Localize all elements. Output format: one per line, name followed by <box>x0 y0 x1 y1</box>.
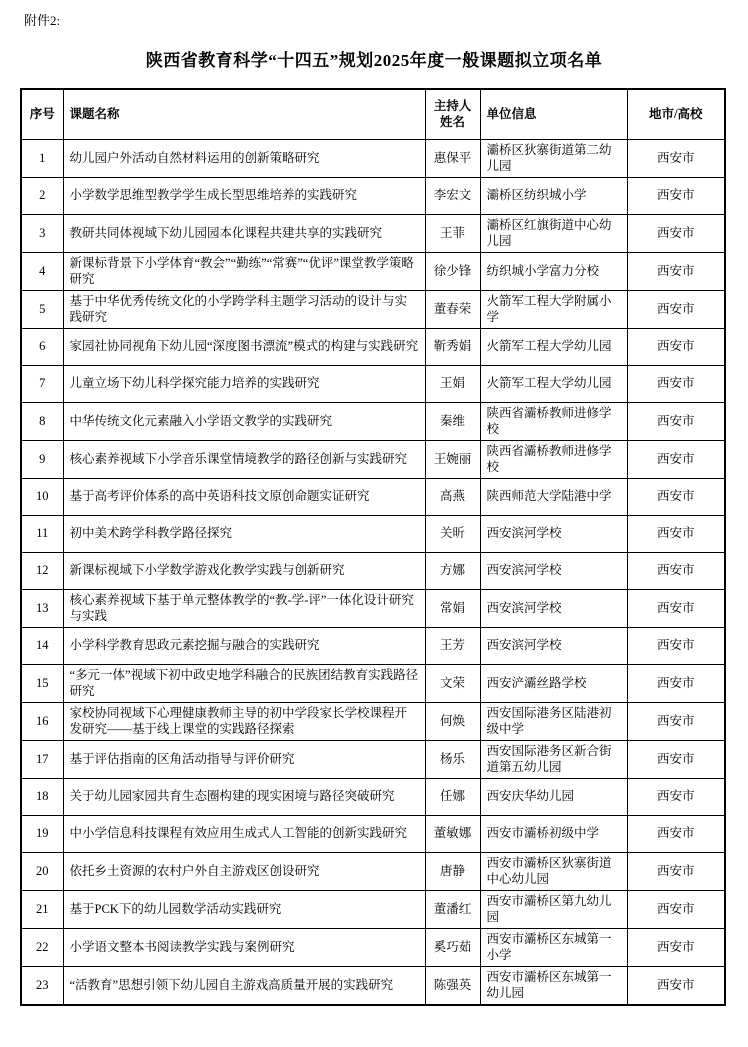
host-name-cell: 陈强英 <box>425 966 480 1005</box>
header-cell-host <box>425 89 480 139</box>
city-cell: 西安市 <box>627 402 725 440</box>
topic-name-cell: 家校协同视域下心理健康教师主导的初中学段家长学校课程开发研究——基于线上课堂的实践路径探索 <box>63 702 425 740</box>
row-number-cell: 5 <box>21 290 63 328</box>
table-row <box>21 664 725 702</box>
unit-info-cell: 西安滨河学校 <box>480 515 627 552</box>
unit-info-cell: 纺织城小学富力分校 <box>480 252 627 290</box>
row-number-cell: 8 <box>21 402 63 440</box>
row-number-cell: 1 <box>21 139 63 177</box>
table-row <box>21 552 725 589</box>
unit-info-cell: 西安市灞桥区东城第一小学 <box>480 928 627 966</box>
city-cell: 西安市 <box>627 852 725 890</box>
unit-info-cell: 陕西省灞桥教师进修学校 <box>480 402 627 440</box>
topic-name-cell: 初中美术跨学科教学路径探究 <box>63 515 425 552</box>
unit-info-cell: 陕西师范大学陆港中学 <box>480 478 627 515</box>
table-row <box>21 928 725 966</box>
unit-info-cell: 西安滨河学校 <box>480 552 627 589</box>
row-number-cell: 3 <box>21 214 63 252</box>
row-number-cell: 16 <box>21 702 63 740</box>
host-name-cell: 高燕 <box>425 478 480 515</box>
city-cell: 西安市 <box>627 664 725 702</box>
host-name-cell: 惠保平 <box>425 139 480 177</box>
city-cell: 西安市 <box>627 440 725 478</box>
header-cell-topic: 课题名称 <box>63 89 425 139</box>
city-cell: 西安市 <box>627 928 725 966</box>
table-row <box>21 702 725 740</box>
header-host-line1: 主持人 <box>433 98 472 113</box>
row-number-cell: 9 <box>21 440 63 478</box>
topic-name-cell: 中小学信息科技课程有效应用生成式人工智能的创新实践研究 <box>63 815 425 852</box>
city-cell: 西安市 <box>627 815 725 852</box>
attachment-label: 附件2: <box>24 13 61 28</box>
topic-name-cell: 儿童立场下幼儿科学探究能力培养的实践研究 <box>63 365 425 402</box>
host-name-cell: 徐少锋 <box>425 252 480 290</box>
city-cell: 西安市 <box>627 552 725 589</box>
table-row <box>21 778 725 815</box>
city-cell: 西安市 <box>627 177 725 214</box>
unit-info-cell: 西安庆华幼儿园 <box>480 778 627 815</box>
row-number-cell: 18 <box>21 778 63 815</box>
header-cell-city: 地市/高校 <box>627 89 725 139</box>
host-name-cell: 方娜 <box>425 552 480 589</box>
row-number-cell: 11 <box>21 515 63 552</box>
row-number-cell: 22 <box>21 928 63 966</box>
table-row <box>21 177 725 214</box>
unit-info-cell: 西安国际港务区新合街道第五幼儿园 <box>480 740 627 778</box>
host-name-cell: 靳秀娟 <box>425 328 480 365</box>
table-row <box>21 852 725 890</box>
unit-info-cell: 西安市灞桥区狄寨街道中心幼儿园 <box>480 852 627 890</box>
unit-info-cell: 灞桥区红旗街道中心幼儿园 <box>480 214 627 252</box>
row-number-cell: 4 <box>21 252 63 290</box>
header-host-line2: 姓名 <box>439 115 465 130</box>
table-row <box>21 252 725 290</box>
city-cell: 西安市 <box>627 290 725 328</box>
host-name-cell: 任娜 <box>425 778 480 815</box>
table-row <box>21 515 725 552</box>
table-row <box>21 440 725 478</box>
topic-name-cell: 基于高考评价体系的高中英语科技文原创命题实证研究 <box>63 478 425 515</box>
topic-name-cell: 关于幼儿园家园共育生态圈构建的现实困境与路径突破研究 <box>63 778 425 815</box>
host-name-cell: 秦维 <box>425 402 480 440</box>
host-name-cell: 董敏娜 <box>425 815 480 852</box>
unit-info-cell: 火箭军工程大学幼儿园 <box>480 328 627 365</box>
header-cell-unit: 单位信息 <box>480 89 627 139</box>
table-row <box>21 478 725 515</box>
host-name-cell: 唐静 <box>425 852 480 890</box>
unit-info-cell: 西安浐灞丝路学校 <box>480 664 627 702</box>
header-row <box>21 89 725 139</box>
unit-info-cell: 西安市灞桥区第九幼儿园 <box>480 890 627 928</box>
table-row <box>21 890 725 928</box>
unit-info-cell: 西安国际港务区陆港初级中学 <box>480 702 627 740</box>
table-body <box>21 139 725 1005</box>
table-row <box>21 627 725 664</box>
page-title: 陕西省教育科学“十四五”规划2025年度一般课题拟立项名单 <box>145 51 603 70</box>
topic-name-cell: 幼儿园户外活动自然材料运用的创新策略研究 <box>63 139 425 177</box>
host-name-cell: 文荣 <box>425 664 480 702</box>
topic-name-cell: 基于PCK下的幼儿园数学活动实践研究 <box>63 890 425 928</box>
host-name-cell: 李宏文 <box>425 177 480 214</box>
city-cell: 西安市 <box>627 252 725 290</box>
host-name-cell: 王芳 <box>425 627 480 664</box>
topic-name-cell: 基于中华优秀传统文化的小学跨学科主题学习活动的设计与实践研究 <box>63 290 425 328</box>
host-name-cell: 常娟 <box>425 589 480 627</box>
city-cell: 西安市 <box>627 778 725 815</box>
table-row <box>21 815 725 852</box>
row-number-cell: 15 <box>21 664 63 702</box>
topic-name-cell: 小学科学教育思政元素挖掘与融合的实践研究 <box>63 627 425 664</box>
row-number-cell: 6 <box>21 328 63 365</box>
host-name-cell: 王婉丽 <box>425 440 480 478</box>
city-cell: 西安市 <box>627 589 725 627</box>
row-number-cell: 2 <box>21 177 63 214</box>
row-number-cell: 17 <box>21 740 63 778</box>
city-cell: 西安市 <box>627 328 725 365</box>
topic-name-cell: 基于评估指南的区角活动指导与评价研究 <box>63 740 425 778</box>
row-number-cell: 13 <box>21 589 63 627</box>
city-cell: 西安市 <box>627 515 725 552</box>
city-cell: 西安市 <box>627 365 725 402</box>
row-number-cell: 14 <box>21 627 63 664</box>
topic-name-cell: 小学语文整本书阅读教学实践与案例研究 <box>63 928 425 966</box>
topic-name-cell: 新课标背景下小学体育“教会”“勤练”“常赛”“优评”课堂教学策略研究 <box>63 252 425 290</box>
row-number-cell: 12 <box>21 552 63 589</box>
host-name-cell: 王娟 <box>425 365 480 402</box>
unit-info-cell: 西安滨河学校 <box>480 589 627 627</box>
city-cell: 西安市 <box>627 139 725 177</box>
row-number-cell: 20 <box>21 852 63 890</box>
city-cell: 西安市 <box>627 740 725 778</box>
topic-name-cell: 教研共同体视域下幼儿园园本化课程共建共享的实践研究 <box>63 214 425 252</box>
host-name-cell: 奚巧茹 <box>425 928 480 966</box>
city-cell: 西安市 <box>627 214 725 252</box>
row-number-cell: 19 <box>21 815 63 852</box>
topic-name-cell: 家园社协同视角下幼儿园“深度图书漂流”模式的构建与实践研究 <box>63 328 425 365</box>
host-name-cell: 关昕 <box>425 515 480 552</box>
topic-name-cell: 依托乡土资源的农村户外自主游戏区创设研究 <box>63 852 425 890</box>
city-cell: 西安市 <box>627 966 725 1005</box>
topic-name-cell: 核心素养视域下基于单元整体教学的“教-学-评”一体化设计研究与实践 <box>63 589 425 627</box>
unit-info-cell: 西安滨河学校 <box>480 627 627 664</box>
table-row <box>21 328 725 365</box>
table-row <box>21 290 725 328</box>
header-cell-no: 序号 <box>21 89 63 139</box>
topic-name-cell: 中华传统文化元素融入小学语文教学的实践研究 <box>63 402 425 440</box>
unit-info-cell: 灞桥区狄寨街道第二幼儿园 <box>480 139 627 177</box>
unit-info-cell: 陕西省灞桥教师进修学校 <box>480 440 627 478</box>
city-cell: 西安市 <box>627 478 725 515</box>
row-number-cell: 21 <box>21 890 63 928</box>
table-row <box>21 966 725 1005</box>
unit-info-cell: 西安市灞桥初级中学 <box>480 815 627 852</box>
unit-info-cell: 火箭军工程大学附属小学 <box>480 290 627 328</box>
table-row <box>21 740 725 778</box>
host-name-cell: 董春荣 <box>425 290 480 328</box>
unit-info-cell: 灞桥区纺织城小学 <box>480 177 627 214</box>
unit-info-cell: 西安市灞桥区东城第一幼儿园 <box>480 966 627 1005</box>
row-number-cell: 10 <box>21 478 63 515</box>
host-name-cell: 何焕 <box>425 702 480 740</box>
city-cell: 西安市 <box>627 627 725 664</box>
unit-info-cell: 火箭军工程大学幼儿园 <box>480 365 627 402</box>
topic-name-cell: “活教育”思想引领下幼儿园自主游戏高质量开展的实践研究 <box>63 966 425 1005</box>
table-row <box>21 214 725 252</box>
host-name-cell: 杨乐 <box>425 740 480 778</box>
table-row <box>21 589 725 627</box>
host-name-cell: 王菲 <box>425 214 480 252</box>
row-number-cell: 23 <box>21 966 63 1005</box>
host-name-cell: 董潘红 <box>425 890 480 928</box>
table-row <box>21 402 725 440</box>
row-number-cell: 7 <box>21 365 63 402</box>
topic-name-cell: 小学数学思维型教学学生成长型思维培养的实践研究 <box>63 177 425 214</box>
topic-name-cell: 新课标视域下小学数学游戏化教学实践与创新研究 <box>63 552 425 589</box>
topic-name-cell: 核心素养视域下小学音乐课堂情境教学的路径创新与实践研究 <box>63 440 425 478</box>
table-row <box>21 139 725 177</box>
topic-name-cell: “多元一体”视域下初中政史地学科融合的民族团结教育实践路径研究 <box>63 664 425 702</box>
city-cell: 西安市 <box>627 890 725 928</box>
table-row <box>21 365 725 402</box>
city-cell: 西安市 <box>627 702 725 740</box>
projects-table-wrap <box>20 88 724 1006</box>
projects-table <box>20 88 726 1006</box>
